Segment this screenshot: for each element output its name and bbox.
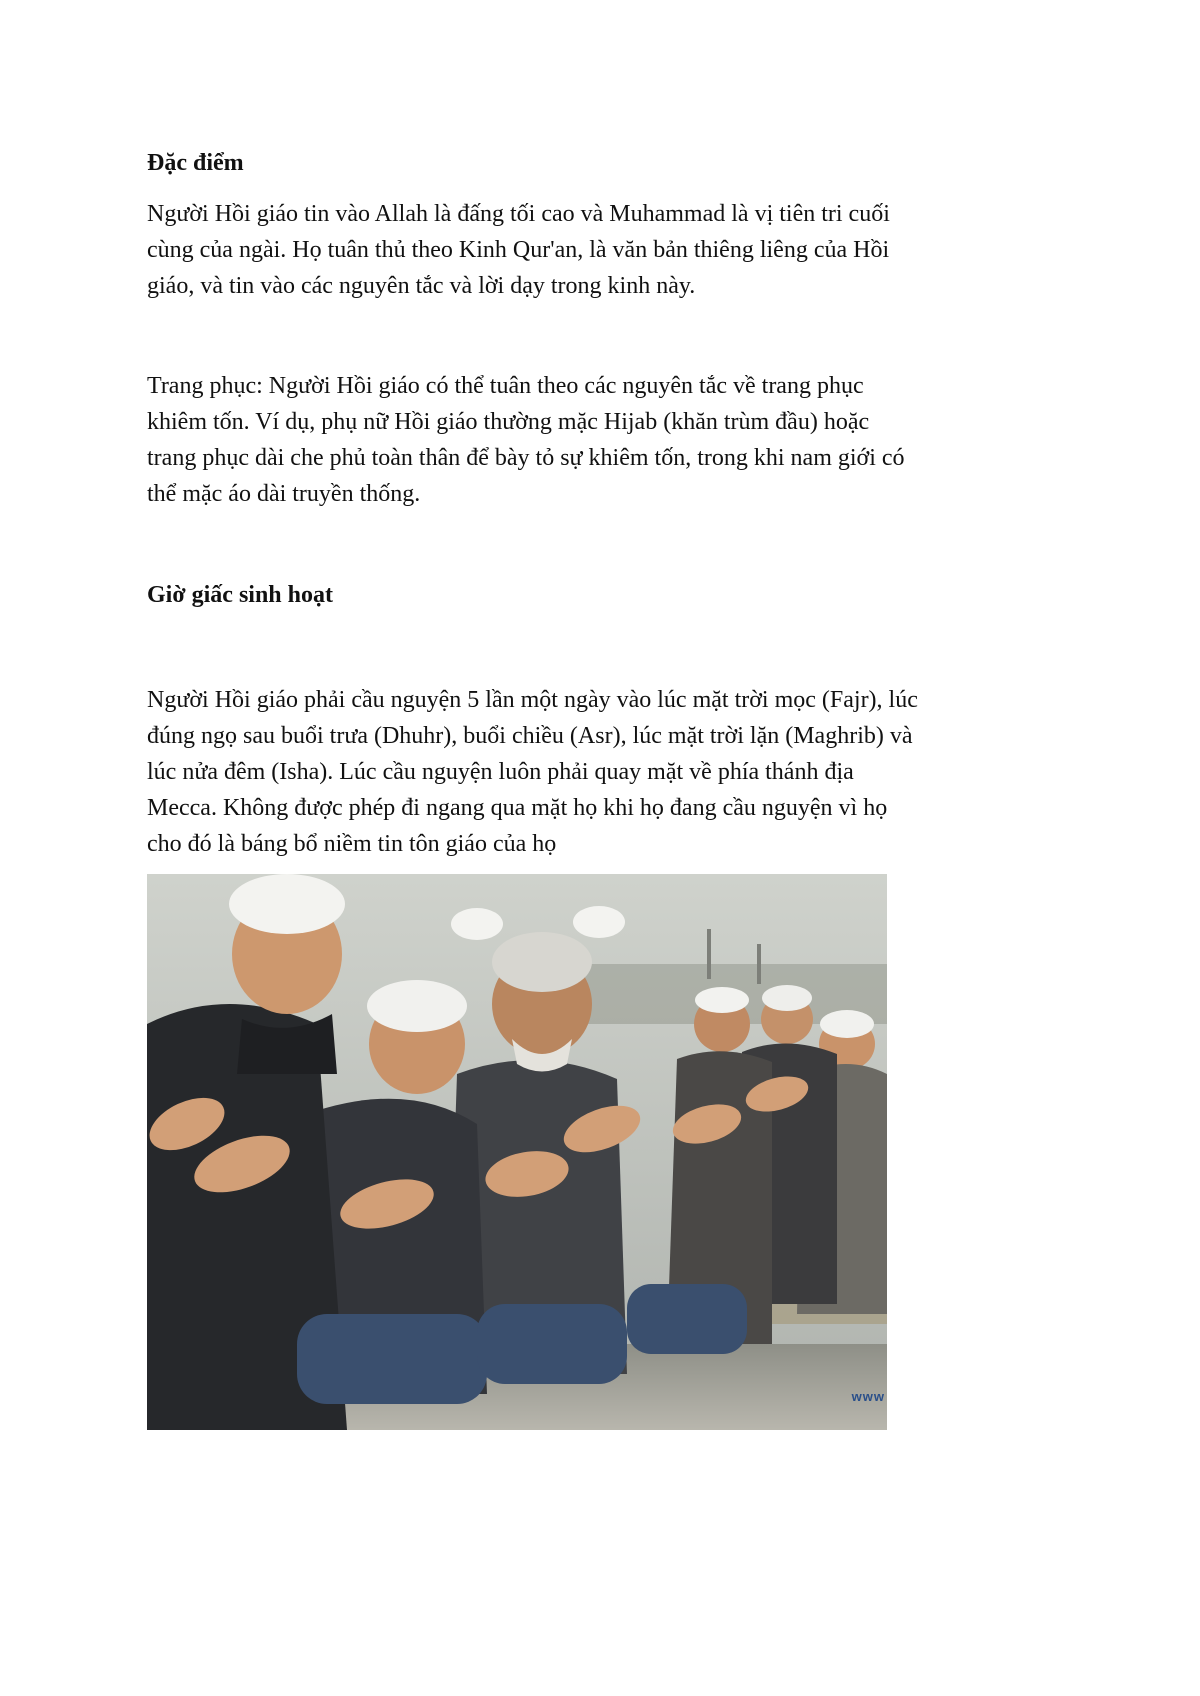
photo-watermark: www <box>851 1389 885 1404</box>
paragraph-prayer-times <box>147 682 1077 862</box>
text-line: cho đó là báng bổ niềm tin tôn giáo của họ <box>147 831 557 857</box>
section-heading-characteristics: Đặc điểm <box>147 150 244 176</box>
text-line: cùng của ngài. Họ tuân thủ theo Kinh Qur'an, là văn bản thiêng liêng của Hồi <box>147 237 890 263</box>
text-line: Trang phục: Người Hồi giáo có thể tuân theo các nguyên tắc về trang phục <box>147 373 864 399</box>
praying-men-photo <box>147 874 887 1430</box>
text-line: trang phục dài che phủ toàn thân để bày tỏ sự khiêm tốn, trong khi nam giới có <box>147 445 905 471</box>
text-line: thể mặc áo dài truyền thống. <box>147 481 421 507</box>
section-heading-schedule: Giờ giấc sinh hoạt <box>147 582 333 608</box>
paragraph-clothing <box>147 368 1077 512</box>
text-line: đúng ngọ sau buổi trưa (Dhuhr), buổi chiều (Asr), lúc mặt trời lặn (Maghrib) và <box>147 723 913 749</box>
text-line: lúc nửa đêm (Isha). Lúc cầu nguyện luôn phải quay mặt về phía thánh địa <box>147 759 854 785</box>
text-line: Mecca. Không được phép đi ngang qua mặt họ khi họ đang cầu nguyện vì họ <box>147 795 888 821</box>
photo-illustration <box>147 874 887 1430</box>
text-line: khiêm tốn. Ví dụ, phụ nữ Hồi giáo thường mặc Hijab (khăn trùm đầu) hoặc <box>147 409 870 435</box>
paragraph-beliefs <box>147 196 1077 304</box>
text-line: Người Hồi giáo tin vào Allah là đấng tối cao và Muhammad là vị tiên tri cuối <box>147 201 890 227</box>
text-line: Người Hồi giáo phải cầu nguyện 5 lần một ngày vào lúc mặt trời mọc (Fajr), lúc <box>147 687 918 713</box>
text-line: giáo, và tin vào các nguyên tắc và lời dạy trong kinh này. <box>147 273 696 299</box>
